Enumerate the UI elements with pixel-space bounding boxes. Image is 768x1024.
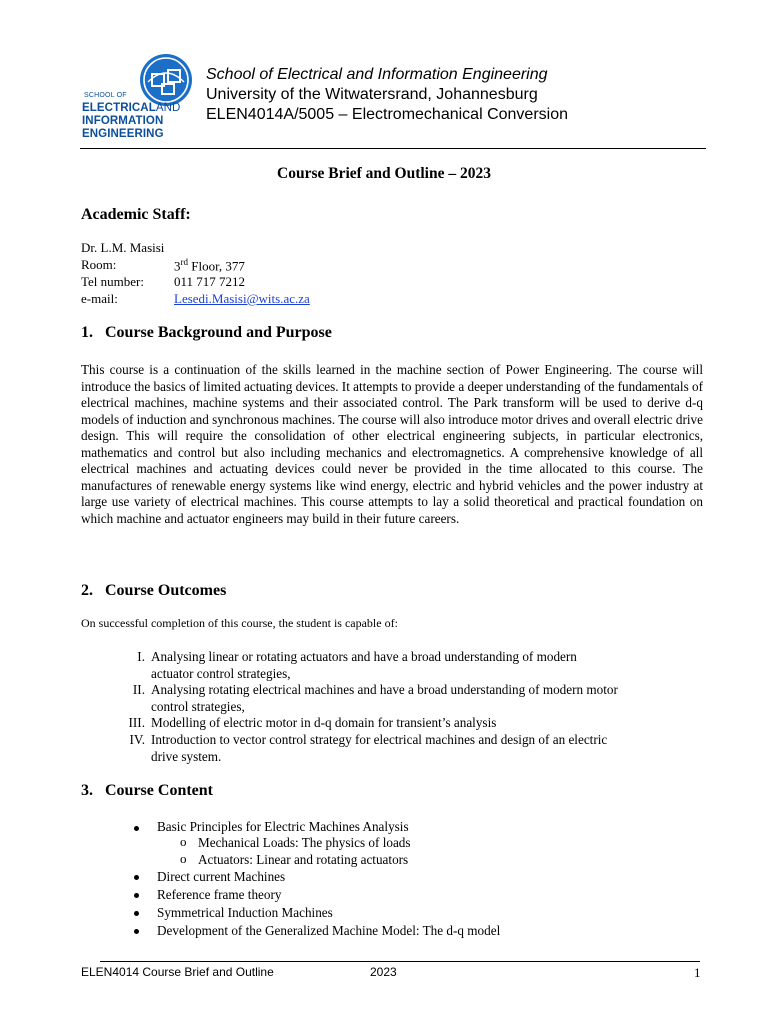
- section1-heading: 1. Course Background and Purpose: [81, 324, 332, 341]
- content-sub-item: Mechanical Loads: The physics of loads: [198, 835, 411, 850]
- outcome-text: Modelling of electric motor in d-q domain for transient’s analysis: [151, 715, 497, 730]
- content-list-item: Development of the Generalized Machine Model: The d-q model: [157, 923, 501, 938]
- section2-heading: 2. Course Outcomes: [81, 582, 227, 599]
- sub-bullet-icon: o: [180, 834, 187, 849]
- logo-line-engineering: ENGINEERING: [82, 128, 164, 140]
- footer-left: ELEN4014 Course Brief and Outline: [81, 965, 274, 979]
- bullet-icon: [134, 929, 139, 934]
- footer-year: 2023: [370, 965, 397, 979]
- staff-name: Dr. L.M. Masisi: [81, 240, 165, 255]
- bullet-icon: [134, 826, 139, 831]
- tel-label: Tel number:: [81, 274, 144, 289]
- sub-bullet-icon: o: [180, 851, 187, 866]
- footer-divider: [100, 961, 700, 962]
- logo-line-information: INFORMATION: [82, 115, 164, 127]
- content-list-item: Basic Principles for Electric Machines Analysis: [157, 819, 409, 834]
- bullet-icon: [134, 893, 139, 898]
- staff-heading: Academic Staff:: [81, 206, 191, 223]
- outcome-text: Introduction to vector control strategy for electrical machines and design of an electric drive system.: [151, 732, 608, 764]
- page-number: 1: [694, 965, 701, 980]
- outcome-number: I.: [137, 649, 145, 664]
- content-sub-item: Actuators: Linear and rotating actuators: [198, 852, 409, 867]
- outcome-item: [81, 732, 701, 766]
- content-list-item: Direct current Machines: [157, 869, 286, 884]
- outcome-text: Analysing linear or rotating actuators and have a broad understanding of modern actuator control strategies,: [151, 649, 577, 681]
- email-link[interactable]: Lesedi.Masisi@wits.ac.za: [174, 291, 310, 306]
- section1-body: This course is a continuation of the skills learned in the machine section of Power Engineering. The course will introduce the basics of limited actuating devices. It attempts to provide a deeper understanding of the fundamentals of electrical machines, machine systems and their associated control. The Park transform will be used to derive d-q models of induction and synchronous machines. The course will also introduce motor drives and overall electric drive design. This will require the consolidation of other electrical engineering subjects, in particular electronics, mathematics and control but also including mechanics and electromagnetics. A comprehensive knowledge of all electrical machines and actuating devices could never be provided in the time allocated to this course. The manufactures of renewable energy systems like wind energy, electric and hybrid vehicles and the power industry at large use variety of electrical machines. This course attempts to lay a solid theoretical and practical foundation on which machine and actuator engineers may build in their future careers.: [81, 362, 703, 526]
- tel-value: 011 717 7212: [174, 274, 246, 289]
- page-title: Course Brief and Outline – 2023: [277, 165, 491, 182]
- email-label: e-mail:: [81, 291, 118, 306]
- header-course: ELEN4014A/5005 – Electromechanical Conversion: [206, 106, 568, 123]
- outcome-item: [81, 715, 701, 732]
- header-school: School of Electrical and Information Engineering: [206, 66, 548, 83]
- logo-line-electrical: ELECTRICALAND: [82, 102, 181, 114]
- logo-school-of: SCHOOL OF: [84, 92, 127, 99]
- outcome-item: [81, 649, 701, 683]
- outcome-number: III.: [128, 715, 145, 730]
- content-list-item: Reference frame theory: [157, 887, 282, 902]
- outcome-text: Analysing rotating electrical machines and have a broad understanding of modern motor control strategies,: [151, 682, 618, 714]
- header-university: University of the Witwatersrand, Johannesburg: [206, 86, 538, 103]
- bullet-icon: [134, 875, 139, 880]
- outcome-number: IV.: [129, 732, 145, 747]
- content-list-item: Symmetrical Induction Machines: [157, 905, 333, 920]
- room-label: Room:: [81, 257, 117, 272]
- header-divider: [80, 148, 706, 149]
- bullet-icon: [134, 911, 139, 916]
- outcome-number: II.: [132, 682, 145, 697]
- room-value: 3rd Floor, 377: [174, 257, 245, 274]
- section2-intro: On successful completion of this course, the student is capable of:: [81, 616, 398, 630]
- outcome-item: [81, 682, 701, 716]
- section3-heading: 3. Course Content: [81, 782, 213, 799]
- school-emblem-icon: [138, 52, 194, 108]
- school-logo: [80, 48, 198, 144]
